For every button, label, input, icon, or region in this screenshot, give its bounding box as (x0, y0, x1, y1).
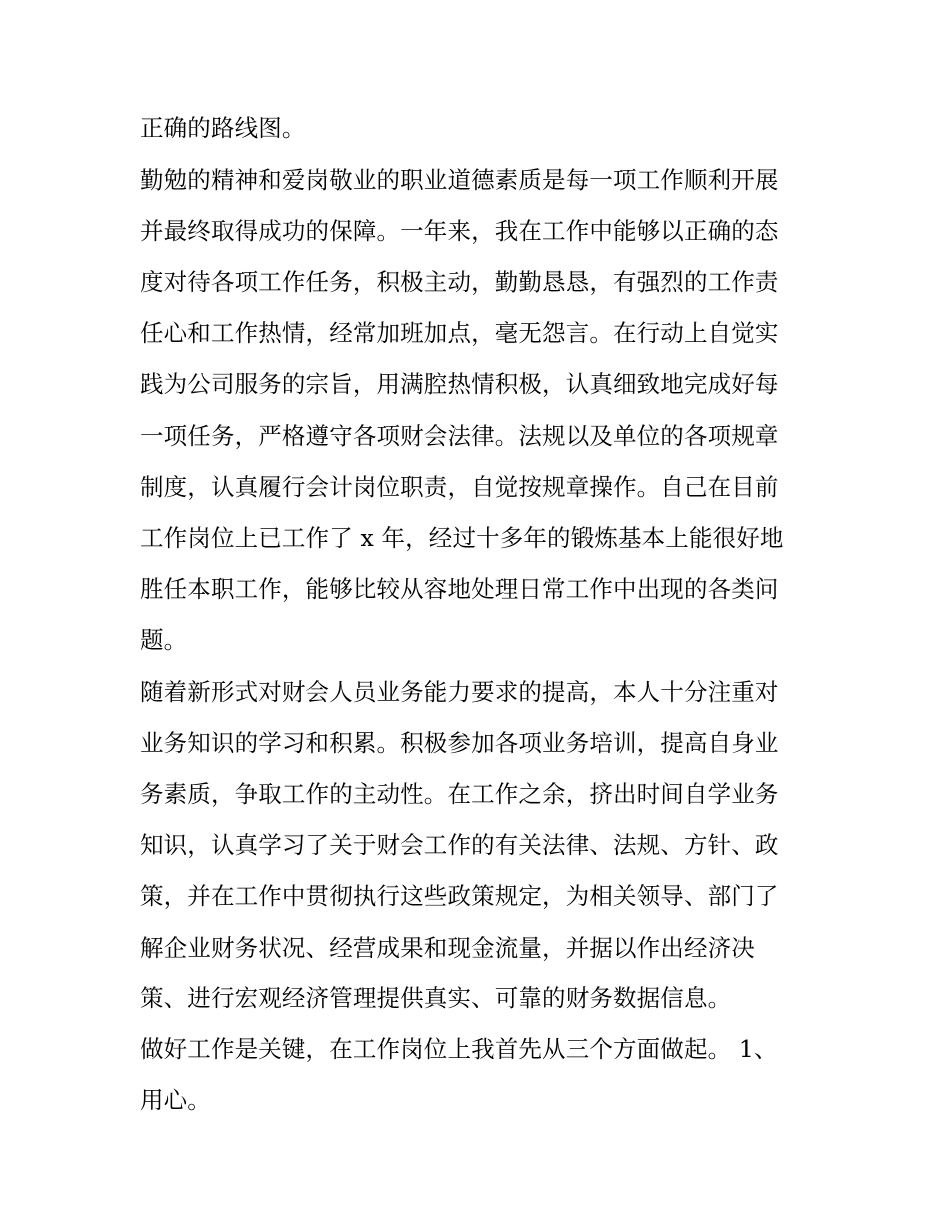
text-line: 勤勉的精神和爱岗敬业的职业道德素质是每一项工作顺利开展 (140, 166, 779, 194)
text-line: 度对待各项工作任务，积极主动，勤勤恳恳，有强烈的工作责 (140, 268, 779, 296)
text-line: 策、进行宏观经济管理提供真实、可靠的财务数据信息。 (140, 984, 732, 1012)
text-line: 胜任本职工作，能够比较从容地处理日常工作中出现的各类问 (140, 575, 779, 603)
text-line: 任心和工作热情，经常加班加点，毫无怨言。在行动上自觉实 (140, 319, 779, 347)
text-line: 做好工作是关键，在工作岗位上我首先从三个方面做起。 1、 (140, 1035, 778, 1063)
text-line: 随着新形式对财会人员业务能力要求的提高，本人十分注重对 (140, 678, 779, 706)
text-line: 正确的路线图。 (140, 114, 306, 142)
text-line: 工作岗位上已工作了 x 年，经过十多年的锻炼基本上能很好地 (140, 524, 784, 552)
text-line: 策，并在工作中贯彻执行这些政策规定，为相关领导、部门了 (140, 882, 779, 910)
text-line: 知识，认真学习了关于财会工作的有关法律、法规、方针、政 (140, 831, 779, 859)
text-line: 用心。 (140, 1086, 211, 1114)
text-line: 并最终取得成功的保障。一年来，我在工作中能够以正确的态 (140, 217, 779, 245)
text-line: 制度，认真履行会计岗位职责，自觉按规章操作。自己在目前 (140, 473, 779, 501)
text-line: 业务知识的学习和积累。积极参加各项业务培训，提高自身业 (140, 729, 779, 757)
text-line: 践为公司服务的宗旨，用满腔热情积极，认真细致地完成好每 (140, 370, 779, 398)
text-line: 务素质，争取工作的主动性。在工作之余，挤出时间自学业务 (140, 780, 779, 808)
text-line: 题。 (140, 626, 188, 654)
text-line: 解企业财务状况、经营成果和现金流量，并据以作出经济决 (140, 934, 755, 962)
text-line: 一项任务，严格遵守各项财会法律。法规以及单位的各项规章 (140, 422, 779, 450)
